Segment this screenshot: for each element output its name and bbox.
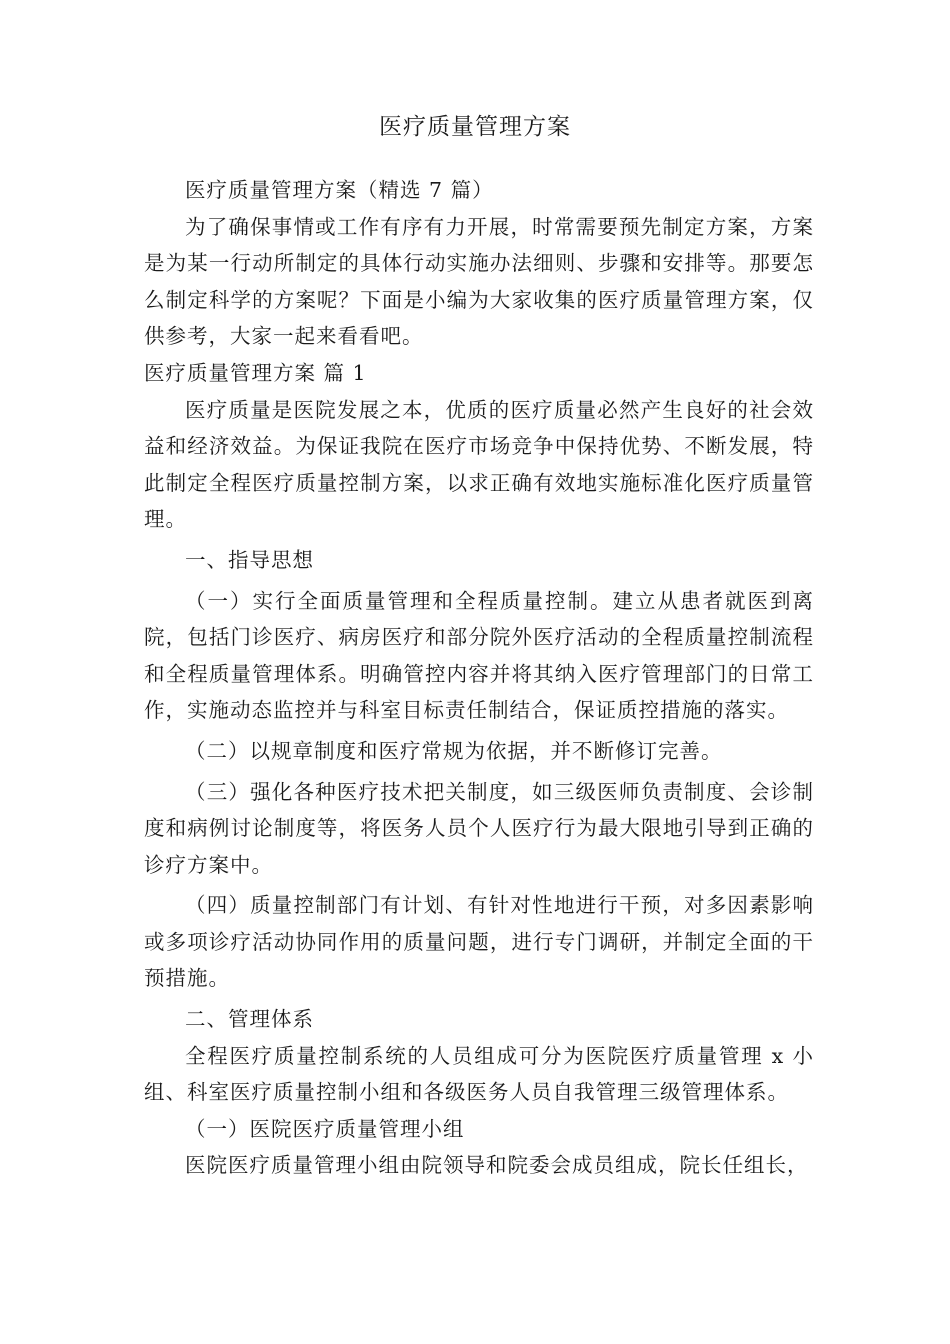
body-paragraph: （二）以规章制度和医疗常规为依据，并不断修订完善。 (185, 738, 723, 763)
document-body (144, 172, 814, 1184)
section-heading-management-system: 二、管理体系 (185, 1007, 314, 1032)
intro-paragraph: 为了确保事情或工作有序有力开展，时常需要预先制定方案，方案是为某一行动所制定的具体行动实施办法细则、步骤和安排等。那要怎么制定科学的方案呢？下面是小编为大家收集的医疗质量管理方案，仅供参考，大家一起来看看吧。 (144, 214, 814, 349)
subsection-heading: （一）医院医疗质量管理小组 (185, 1116, 465, 1141)
section-heading-part-1: 医疗质量管理方案 篇 1 (144, 360, 367, 385)
body-paragraph: 医疗质量是医院发展之本，优质的医疗质量必然产生良好的社会效益和经济效益。为保证我院在医疗市场竞争中保持优势、不断发展，特此制定全程医疗质量控制方案，以求正确有效地实施标准化医疗质量管理。 (144, 397, 814, 532)
subtitle-paragraph: 医疗质量管理方案（精选 7 篇） (185, 178, 494, 202)
document-title: 医疗质量管理方案 (379, 114, 571, 140)
body-paragraph: （三）强化各种医疗技术把关制度，如三级医师负责制度、会诊制度和病例讨论制度等，将医务人员个人医疗行为最大限地引导到正确的诊疗方案中。 (144, 779, 814, 877)
section-heading-guiding-thought: 一、指导思想 (185, 547, 314, 572)
body-paragraph: 全程医疗质量控制系统的人员组成可分为医院医疗质量管理 x 小组、科室医疗质量控制小组和各级医务人员自我管理三级管理体系。 (144, 1043, 814, 1105)
body-paragraph: （一）实行全面质量管理和全程质量控制。建立从患者就医到离院，包括门诊医疗、病房医疗和部分院外医疗活动的全程质量控制流程和全程质量管理体系。明确管控内容并将其纳入医疗管理部门的日常工作，实施动态监控并与科室目标责任制结合，保证质控措施的落实。 (144, 588, 814, 723)
body-paragraph: （四）质量控制部门有计划、有针对性地进行干预，对多因素影响或多项诊疗活动协同作用的质量问题，进行专门调研，并制定全面的干预措施。 (144, 893, 814, 991)
body-paragraph: 医院医疗质量管理小组由院领导和院委会成员组成，院长任组长， (185, 1153, 809, 1178)
